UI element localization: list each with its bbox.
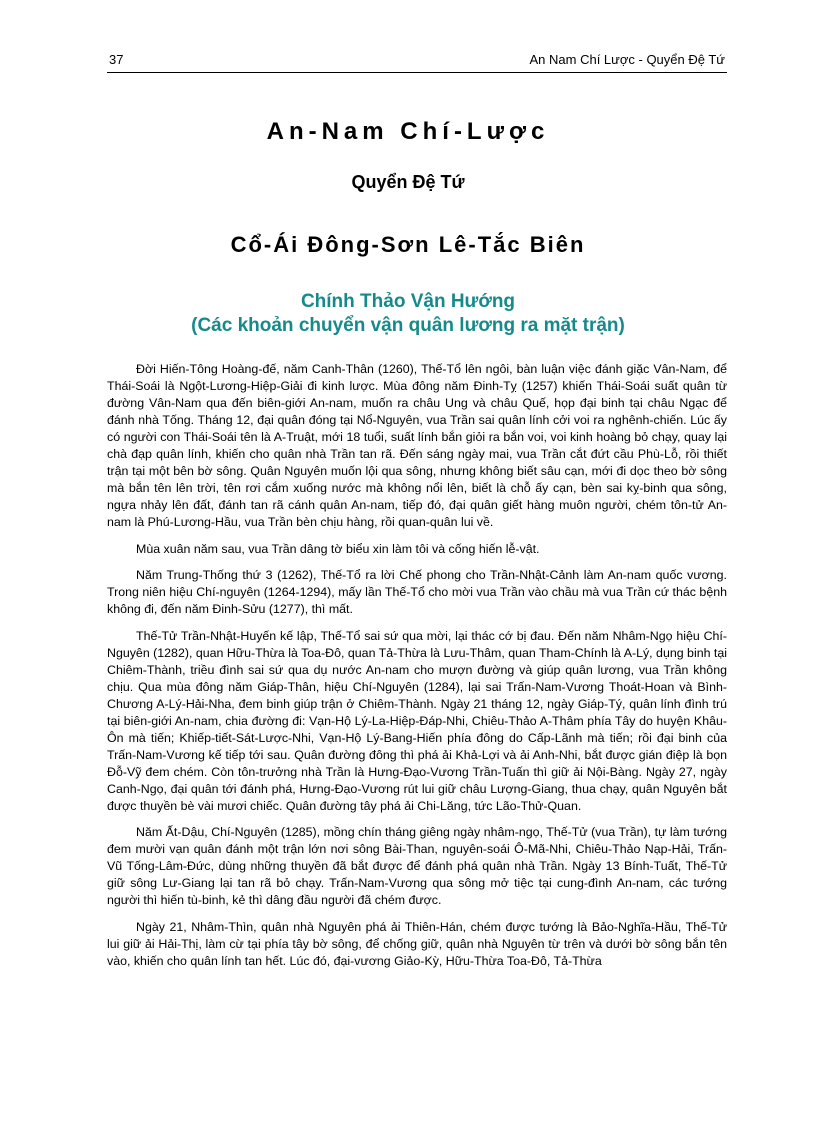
paragraph-4: Thế-Tử Trần-Nhật-Huyến kế lập, Thế-Tổ sai sứ qua mời, lại thác cớ bị đau. Đến năm Nhâm-Ngọ hiệu Chí-Nguyên (1282), quan Hữu-Thừa là Toa-Đô, quan Tả-Thừa là Lưu-Thâm, quan Tham-Chính là A-Lý, dụng binh tại Chiêm-Thành, triều đình sai sứ qua dụ nước An-nam cho mượn đường và giúp quân lương, vua Trần không chịu. Qua mùa đông năm Giáp-Thân, hiệu Chí-Nguyên (1284), lại sai Trấn-Nam-Vương Thoát-Hoan và Bình-Chương A-Lý-Hải-Nha, đem binh giúp trận ở Chiêm-Thành. Ngày 21 tháng 12, ngày Giáp-Tý, quân lính đình trú tại biên-giới An-nam, chia đường đi: Vạn-Hộ Lý-La-Hiệp-Đáp-Nhi, Chiêu-Thảo A-Thâm phía Tây do huyện Khâu-Ôn mà tiến; Khiếp-tiết-Sát-Lược-Nhi, Vạn-Hộ Lý-Bang-Hiến phía đông do Cấp-Lãnh mà tiến; rồi đại binh của Trấn-Nam-Vương kế tiếp tới sau. Quân đường đông thì phá ải Khả-Lợi và ải Anh-Nhi, bắt được gián điệp là bọn Đỗ-Vỹ đem chém. Còn tôn-trưởng nhà Trần là Hưng-Đạo-Vương Trần-Tuấn thì giữ ải Nội-Bàng. Ngày 27, ngày Canh-Ngọ, đại quân tới đánh phá, Hưng-Đạo-Vương rút lui giữ châu Lượng-Giang, thua chạy, quân Nguyên bắt được thuyền bè vài mươi chiếc. Quân đường tây phá ải Chi-Lăng, tức Lão-Thử-Quan.	[107, 628, 728, 813]
book-title: An-Nam Chí-Lược	[266, 118, 550, 145]
volume-title: Quyển Đệ Tứ	[351, 172, 465, 192]
paragraph-3: Năm Trung-Thống thứ 3 (1262), Thế-Tổ ra lời Chế phong cho Trần-Nhật-Cảnh làm An-nam quốc vương. Trong niên hiệu Chí-nguyên (1264-1294), mấy lần Thế-Tổ cho mời vua Trần vào chầu mà vua Trần cứ thác bệnh không đi, đến năm Đinh-Sửu (1277), thì mất.	[107, 568, 727, 616]
section-title	[0, 290, 816, 338]
running-title: An Nam Chí Lược - Quyển Đệ Tứ	[529, 52, 725, 67]
paragraph-5: Năm Ất-Dậu, Chí-Nguyên (1285), mồng chín tháng giêng ngày nhâm-ngọ, Thế-Tử (vua Trần), tự làm tướng đem mười vạn quân đánh một trận lớn nơi sông Bài-Than, nguyên-soái Ô-Mã-Nhi, Chiêu-Thảo Nạp-Hải, Trấn-Vũ Tống-Lâm-Đức, dùng những thuyền đã bắt được để đánh phá quân nhà Trần. Ngày 13 Bính-Tuất, Thế-Tử giữ sông Lư-Giang lại tan rã bỏ chạy. Trấn-Nam-Vương qua sông mở tiệc tại cung-đình An-nam, các tướng người thì hiến tù-binh, kẻ thì dâng đầu người đã chém được.	[107, 825, 727, 907]
body-text	[107, 361, 727, 979]
paragraph-1: Đời Hiến-Tông Hoàng-đế, năm Canh-Thân (1260), Thế-Tổ lên ngôi, bàn luận việc đánh giặc Vân-Nam, để Thái-Soái là Ngột-Lương-Hiệp-Giải đi kinh lược. Mùa đông năm Đinh-Tỵ (1257) khiến Thái-Soái suất quân từ đường Vân-Nam qua đến biên-giới An-nam, muốn ra châu Ung và châu Quế, họp đại binh tại châu Ngạc để đánh nhà Tống. Tháng 12, đại quân đóng tại Nổ-Nguyên, vua Trần sai quân lính cởi voi ra nghênh-chiến. Lúc ấy có người con Thái-Soái tên là A-Truật, mới 18 tuổi, suất lính bắn giỏi ra bắn voi, voi kinh hoàng bỏ chạy, quay lại chà đạp quân lính, khiến cho quân nhà Trần tan rã. Đến sáng ngày mai, vua Trần cắt đứt cầu Phù-Lỗ, rồi thiết trận tại một bên bờ sông. Quân Nguyên muốn lội qua sông, nhưng không biết sâu cạn, mới đi dọc theo bờ sông mà bắn tên lên trời, tên rơi cắm xuống nước mà không nổi lên, biết là chỗ ấy cạn, bèn sai kỵ-binh qua sông, ngựa nhảy lên đất, đánh tan rã cánh quân An-nam, tiếp đó, đại quân giết hàng muôn người, chém tôn-tử An-nam là Phú-Lương-Hầu, vua Trần bèn chịu hàng, rồi quan-quân lui về.	[107, 362, 727, 529]
page-header	[107, 52, 727, 73]
paragraph-6: Ngày 21, Nhâm-Thìn, quân nhà Nguyên phá ải Thiên-Hán, chém được tướng là Bảo-Nghĩa-Hầu, Thế-Tử lui giữ ải Hải-Thị, làm cừ tại phía tây bờ sông, để chống giữ, quân nhà Nguyên từ trên và dưới bờ sông bắn tên vào, khiến cho quân lính tan hết. Lúc đó, đại-vương Giảo-Kỳ, Hữu-Thừa Toa-Đô, Tả-Thừa	[107, 919, 727, 968]
section-title-main: Chính Thảo Vận Hướng	[300, 291, 516, 312]
paragraph-2: Mùa xuân năm sau, vua Trần dâng tờ biểu xin làm tôi và cống hiến lễ-vật.	[136, 541, 540, 556]
section-title-subtitle: (Các khoản chuyển vận quân lương ra mặt trận)	[191, 315, 625, 336]
chapter-title: Cổ-Ái Đông-Sơn Lê-Tắc Biên	[230, 232, 586, 257]
page-number: 37	[109, 52, 124, 67]
